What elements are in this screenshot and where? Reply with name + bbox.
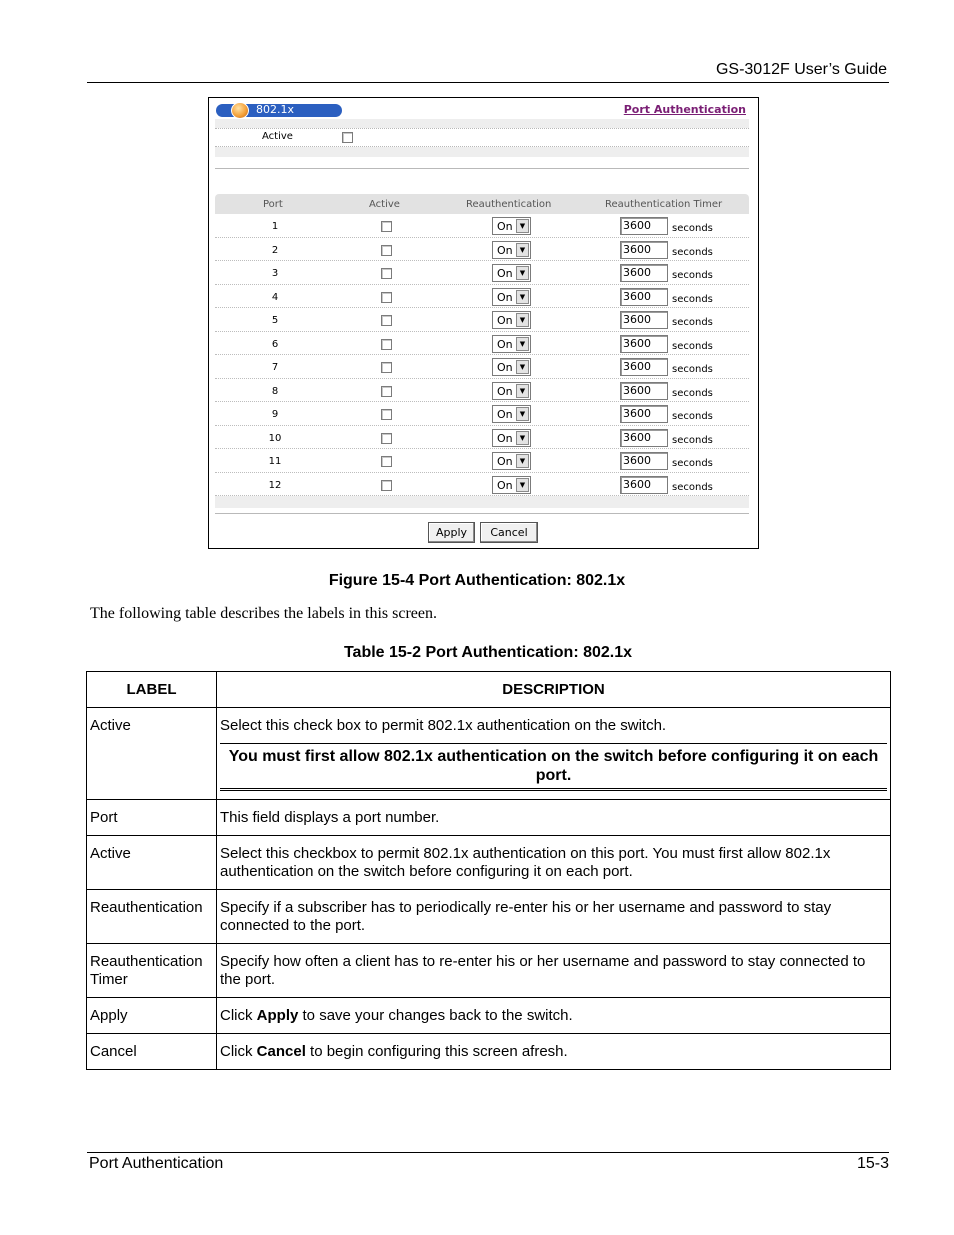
reauthentication-select[interactable]	[492, 217, 531, 235]
port-row	[215, 332, 749, 356]
port-active-checkbox[interactable]	[381, 362, 392, 373]
port-active-checkbox[interactable]	[381, 456, 392, 467]
port-active-checkbox[interactable]	[381, 268, 392, 279]
port-number: 4	[271, 291, 279, 303]
port-row	[215, 308, 749, 332]
port-active-checkbox[interactable]	[381, 339, 392, 350]
table-row	[87, 836, 891, 890]
reauthentication-value: On	[497, 408, 513, 421]
row-description: Select this checkbox to permit 802.1x authentication on this port. You must first allow 802.1x authentication on the switch before configuring it on each port.	[217, 836, 891, 890]
port-number: 5	[271, 315, 279, 326]
port-row	[215, 402, 749, 426]
row-label: Active	[87, 836, 217, 890]
row-description-text: Select this check box to permit 802.1x authentication on the switch.	[220, 717, 667, 734]
port-authentication-link[interactable]: Port Authentication	[623, 103, 746, 116]
port-authentication-screenshot	[208, 97, 759, 549]
figure-caption: Figure 15-4 Port Authentication: 802.1x	[328, 572, 626, 589]
row-label: Reauthentication	[87, 890, 217, 944]
note-box: You must first allow 802.1x authentication on the switch before configuring it on each port.	[220, 743, 887, 791]
footer-section: Port Authentication	[89, 1155, 224, 1172]
port-row	[215, 426, 749, 450]
col-active: Active	[369, 199, 400, 210]
desc-post: to save your changes back to the switch.	[298, 1007, 573, 1024]
reauthentication-value: On	[497, 478, 513, 492]
row-description	[217, 998, 891, 1034]
col-label-header: LABEL	[87, 672, 217, 708]
tab-label: 802.1x	[256, 103, 295, 116]
reauthentication-value: On	[497, 243, 513, 257]
reauthentication-timer-input[interactable]: 3600	[620, 429, 668, 447]
port-number: 2	[271, 244, 279, 256]
table-row	[87, 800, 891, 836]
reauthentication-timer-input[interactable]: 3600	[620, 405, 668, 423]
port-active-checkbox[interactable]	[381, 245, 392, 256]
port-active-checkbox[interactable]	[381, 433, 392, 444]
reauthentication-timer-input[interactable]: 3600	[620, 476, 668, 494]
reauthentication-timer-input[interactable]: 3600	[620, 358, 668, 376]
port-rows	[215, 214, 749, 496]
port-number: 6	[271, 338, 279, 350]
port-number: 1	[271, 221, 279, 232]
col-port: Port	[263, 199, 283, 210]
reauthentication-select[interactable]	[492, 288, 531, 306]
port-active-checkbox[interactable]	[381, 409, 392, 420]
row-description: This field displays a port number.	[217, 800, 891, 836]
reauthentication-timer-input[interactable]: 3600	[620, 335, 668, 353]
divider	[215, 168, 749, 169]
global-active-label: Active	[262, 131, 293, 142]
table-row	[87, 890, 891, 944]
desc-bold: Apply	[256, 1007, 299, 1024]
reauthentication-select[interactable]	[492, 476, 531, 494]
reauthentication-select[interactable]	[492, 429, 531, 447]
port-table-header	[215, 194, 749, 214]
table-row	[87, 1034, 891, 1070]
timer-unit: seconds	[672, 293, 713, 305]
port-active-checkbox[interactable]	[381, 386, 392, 397]
row-description	[217, 708, 891, 800]
dropdown-arrow-icon[interactable]: ▼	[516, 290, 529, 304]
dropdown-arrow-icon[interactable]: ▼	[516, 219, 529, 233]
global-active-checkbox[interactable]	[342, 132, 353, 143]
reauthentication-select[interactable]	[492, 452, 531, 470]
timer-unit: seconds	[672, 458, 713, 469]
port-number: 10	[268, 432, 282, 444]
tab-orb-icon	[231, 102, 249, 119]
global-active-section	[215, 119, 749, 157]
timer-unit: seconds	[672, 434, 713, 446]
reauthentication-value: On	[497, 290, 513, 304]
col-reauthentication: Reauthentication	[466, 199, 552, 210]
port-row	[215, 261, 749, 285]
port-table-footer	[215, 496, 749, 508]
desc-pre: Click	[220, 1007, 257, 1024]
port-row	[215, 214, 749, 238]
timer-unit: seconds	[672, 364, 713, 375]
reauthentication-value: On	[497, 267, 513, 280]
reauthentication-timer-input[interactable]: 3600	[620, 452, 668, 470]
desc-post: to begin configuring this screen afresh.	[305, 1043, 568, 1060]
row-label: Active	[87, 708, 217, 800]
port-active-checkbox[interactable]	[381, 292, 392, 303]
divider	[215, 513, 749, 514]
reauthentication-timer-input[interactable]: 3600	[620, 288, 668, 306]
running-header	[87, 60, 889, 83]
port-number: 7	[271, 362, 279, 373]
tab-802-1x[interactable]	[216, 104, 342, 117]
dropdown-arrow-icon[interactable]: ▼	[516, 313, 529, 327]
reauthentication-value: On	[497, 337, 513, 351]
row-description: Specify how often a client has to re-enter his or her username and password to stay connected to the port.	[217, 944, 891, 998]
reauthentication-select[interactable]	[492, 358, 531, 376]
port-number: 11	[268, 456, 282, 467]
global-active-row	[215, 128, 749, 147]
dropdown-arrow-icon[interactable]: ▼	[516, 360, 529, 374]
desc-bold: Cancel	[256, 1043, 306, 1060]
guide-title: GS-3012F User’s Guide	[715, 61, 887, 78]
port-number: 8	[271, 385, 279, 397]
port-row	[215, 473, 749, 497]
dropdown-arrow-icon[interactable]: ▼	[516, 266, 529, 280]
reauthentication-value: On	[497, 384, 513, 398]
reauthentication-timer-input[interactable]: 3600	[620, 241, 668, 259]
timer-unit: seconds	[672, 317, 713, 328]
reauthentication-value: On	[497, 361, 513, 374]
table-row	[87, 708, 891, 800]
table-caption: Table 15-2 Port Authentication: 802.1x	[343, 644, 633, 661]
footer-page-number: 15-3	[856, 1155, 889, 1172]
row-description	[217, 1034, 891, 1070]
port-active-checkbox[interactable]	[381, 221, 392, 232]
port-row	[215, 379, 749, 403]
port-row	[215, 238, 749, 262]
timer-unit: seconds	[672, 481, 713, 493]
dropdown-arrow-icon[interactable]: ▼	[516, 454, 529, 468]
dropdown-arrow-icon[interactable]: ▼	[516, 431, 529, 445]
reauthentication-select[interactable]	[492, 241, 531, 259]
reauthentication-timer-input[interactable]: 3600	[620, 382, 668, 400]
reauthentication-timer-input[interactable]: 3600	[620, 217, 668, 235]
reauthentication-value: On	[497, 431, 513, 445]
reauthentication-value: On	[497, 455, 513, 468]
row-label: Apply	[87, 998, 217, 1034]
reauthentication-timer-input[interactable]: 3600	[620, 264, 668, 282]
row-description: Specify if a subscriber has to periodically re-enter his or her username and password to stay connected to the port.	[217, 890, 891, 944]
timer-unit: seconds	[672, 387, 713, 399]
port-number: 9	[271, 409, 279, 420]
col-description-header: DESCRIPTION	[217, 672, 891, 708]
reauthentication-timer-input[interactable]: 3600	[620, 311, 668, 329]
table-row	[87, 944, 891, 998]
desc-pre: Click	[220, 1043, 257, 1060]
description-table	[86, 671, 891, 1070]
port-row	[215, 355, 749, 379]
table-header-row	[87, 672, 891, 708]
reauthentication-select[interactable]	[492, 335, 531, 353]
reauthentication-select[interactable]	[492, 405, 531, 423]
row-label: Reauthentication Timer	[87, 944, 217, 998]
dropdown-arrow-icon[interactable]: ▼	[516, 337, 529, 351]
row-label: Cancel	[87, 1034, 217, 1070]
timer-unit: seconds	[672, 270, 713, 281]
timer-unit: seconds	[672, 411, 713, 422]
port-active-checkbox[interactable]	[381, 480, 392, 491]
reauthentication-value: On	[497, 220, 513, 233]
apply-button[interactable]: Apply	[428, 522, 475, 543]
reauthentication-select[interactable]	[492, 382, 531, 400]
dropdown-arrow-icon[interactable]: ▼	[516, 407, 529, 421]
port-row	[215, 449, 749, 473]
cancel-button[interactable]: Cancel	[480, 522, 538, 543]
table-row	[87, 998, 891, 1034]
row-label: Port	[87, 800, 217, 836]
running-footer	[87, 1152, 889, 1176]
timer-unit: seconds	[672, 246, 713, 258]
timer-unit: seconds	[672, 223, 713, 234]
col-reauthentication-timer: Reauthentication Timer	[605, 199, 723, 210]
dropdown-arrow-icon[interactable]: ▼	[516, 243, 529, 257]
reauthentication-value: On	[497, 314, 513, 327]
port-table	[215, 194, 749, 508]
reauthentication-select[interactable]	[492, 264, 531, 282]
port-active-checkbox[interactable]	[381, 315, 392, 326]
port-row	[215, 285, 749, 309]
timer-unit: seconds	[672, 340, 713, 352]
port-number: 3	[271, 268, 279, 279]
dropdown-arrow-icon[interactable]: ▼	[516, 478, 529, 492]
port-number: 12	[268, 479, 282, 491]
intro-text: The following table describes the labels in this screen.	[90, 605, 438, 622]
reauthentication-select[interactable]	[492, 311, 531, 329]
dropdown-arrow-icon[interactable]: ▼	[516, 384, 529, 398]
